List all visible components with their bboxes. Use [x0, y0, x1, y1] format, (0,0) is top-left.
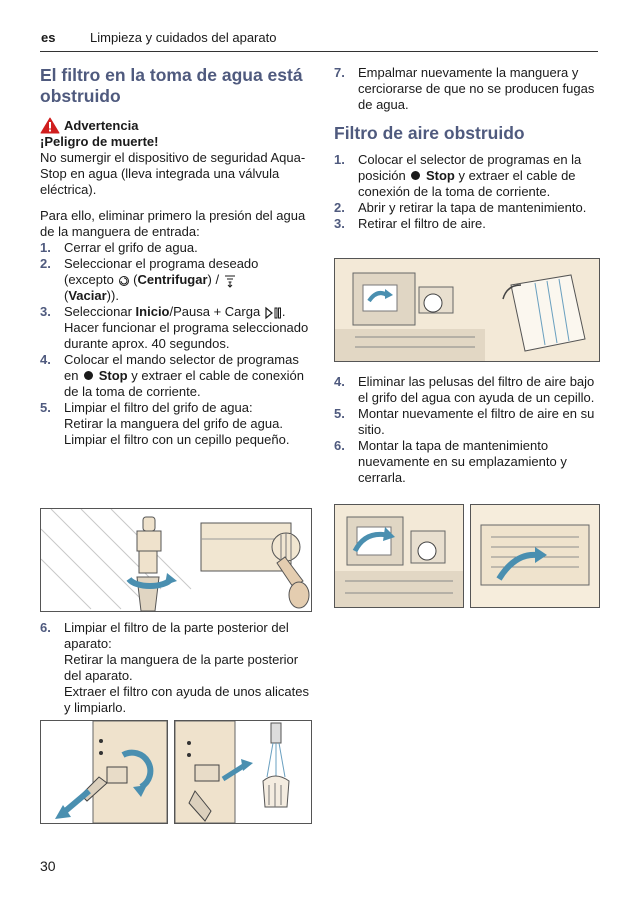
- air-step-3: 3. Retirar el filtro de aire.: [334, 216, 486, 231]
- danger-description: No sumergir el dispositivo de seguridad Aqua-Stop en agua (lleva integrada una válvula eléctrica).: [40, 150, 306, 197]
- step-5: 5. Limpiar el filtro del grifo de agua: Retirar la manguera del grifo de agua. Limpiar el filtro con un cepillo pequeño.: [40, 400, 290, 447]
- hose-back-illustration: [41, 721, 167, 823]
- figure-filter-reinstall: [334, 504, 464, 608]
- step-3: 3. Seleccionar Inicio/Pausa + Carga . Hacer funcionar el programa seleccionado durante aprox. 40 segundos.: [40, 304, 309, 351]
- warning-label: Advertencia: [64, 117, 139, 133]
- air-step-5: 5. Montar nuevamente el filtro de aire en su sitio.: [334, 406, 595, 437]
- page-number: 30: [40, 858, 56, 874]
- step-2: 2. Seleccionar el programa deseado (excepto (Centrifugar) / (Vaciar)).: [40, 256, 259, 303]
- warning-triangle-icon: [40, 117, 60, 134]
- tap-filter-illustration: [41, 509, 311, 611]
- start-pause-icon: [264, 306, 282, 320]
- filter-reinstall-illustration: [335, 505, 463, 607]
- step-7: 7. Empalmar nuevamente la manguera y cerciorarse de que no se producen fugas de agua.: [334, 65, 595, 112]
- cover-reinstall-illustration: [471, 505, 599, 607]
- steps-list-right-2: [334, 374, 602, 486]
- stop-dot-icon-2: [411, 171, 420, 180]
- left-column-bottom: [40, 620, 310, 716]
- step-1: 1. Cerrar el grifo de agua.: [40, 240, 198, 255]
- steps-list-left: [40, 240, 310, 448]
- right-column: [334, 65, 602, 232]
- figure-hose-back: [40, 720, 168, 824]
- stop-dot-icon: [84, 371, 93, 380]
- steps-list-right-top: [334, 65, 602, 113]
- section-title-water-filter: El filtro en la toma de agua está obstruido: [40, 65, 303, 106]
- figure-cover-reinstall: [470, 504, 600, 608]
- step-6: 6. Limpiar el filtro de la parte posterior del aparato: Retirar la manguera de la parte posterior del aparato. Extraer el filtro con ayuda de unos alicates y limpiarlo.: [40, 620, 309, 715]
- figure-air-filter-removal: [334, 258, 600, 362]
- chapter-title: Limpieza y cuidados del aparato: [90, 30, 277, 45]
- danger-text: ¡Peligro de muerte!: [40, 134, 159, 149]
- warning-heading: [40, 117, 310, 134]
- language-code: es: [41, 30, 56, 45]
- figure-filter-pliers: [174, 720, 312, 824]
- steps-list-left-2: [40, 620, 310, 716]
- spin-icon: [118, 275, 130, 287]
- right-column-mid: [334, 374, 602, 486]
- air-step-1: 1. Colocar el selector de programas en la posición Stop y extraer el cable de conexión de la toma de corriente.: [334, 152, 582, 199]
- air-step-6: 6. Montar la tapa de mantenimiento nuevamente en su emplazamiento y cerrarla.: [334, 438, 567, 485]
- air-step-4: 4. Eliminar las pelusas del filtro de aire bajo el grifo del agua con ayuda de un cepillo.: [334, 374, 595, 405]
- drain-icon: [223, 274, 237, 288]
- left-column: [40, 65, 310, 448]
- steps-list-right: [334, 152, 602, 232]
- section-title-air-filter: Filtro de aire obstruido: [334, 123, 525, 143]
- intro-text: Para ello, eliminar primero la presión del agua de la manguera de entrada:: [40, 208, 306, 239]
- air-filter-removal-illustration: [335, 259, 599, 361]
- header-rule: [40, 51, 598, 52]
- figure-tap-filter: [40, 508, 312, 612]
- filter-pliers-illustration: [175, 721, 311, 823]
- step-4: 4. Colocar el mando selector de programas en Stop y extraer el cable de conexión de la toma de corriente.: [40, 352, 304, 399]
- air-step-2: 2. Abrir y retirar la tapa de mantenimiento.: [334, 200, 587, 215]
